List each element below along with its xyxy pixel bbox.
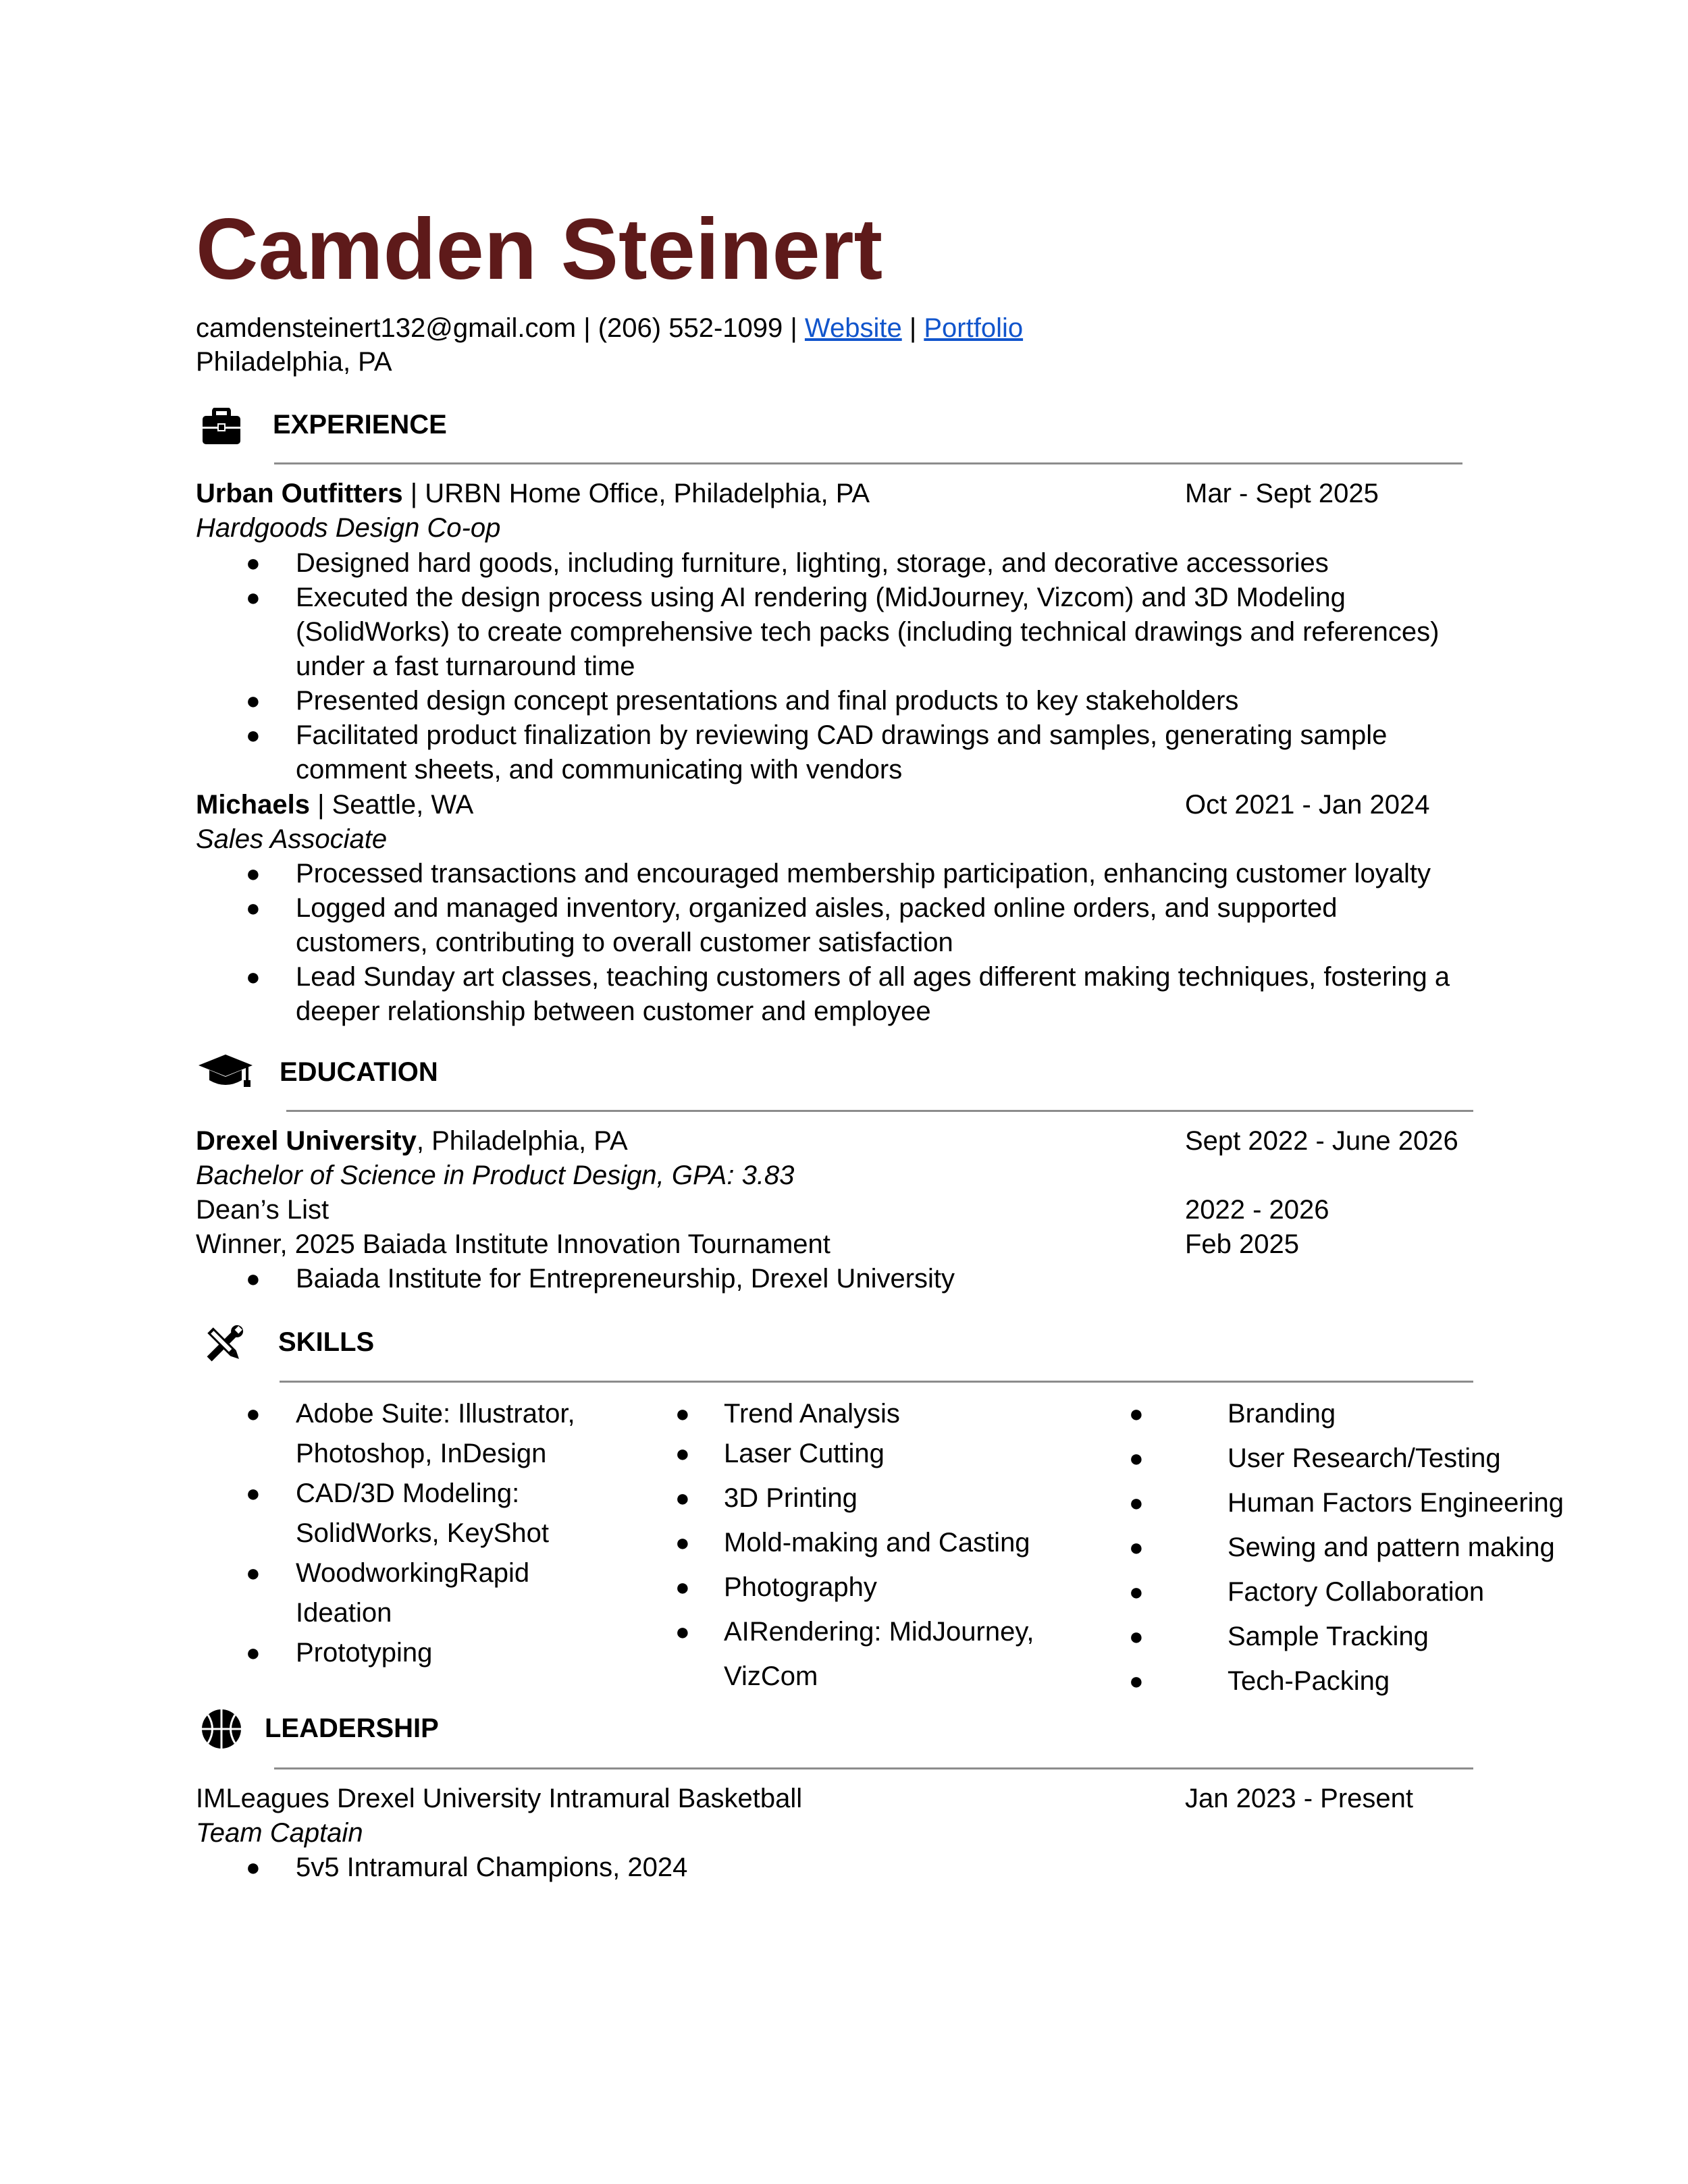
skill-item: Sample Tracking — [1228, 1622, 1429, 1651]
honor-bullet: Baiada Institute for Entrepreneurship, Drexel University — [296, 1264, 955, 1294]
website-link[interactable]: Website — [804, 313, 902, 343]
job-company-line — [196, 476, 870, 511]
section-heading-experience: EXPERIENCE — [273, 410, 447, 440]
skill-item: Mold-making and Casting — [724, 1528, 1030, 1557]
education-dates: Sept 2022 - June 2026 — [1185, 1126, 1458, 1156]
bullet-icon: ● — [675, 1618, 690, 1645]
job-dates: Oct 2021 - Jan 2024 — [1185, 790, 1430, 820]
email[interactable]: camdensteinert132@gmail.com — [196, 313, 577, 343]
bullet-icon: ● — [675, 1528, 690, 1556]
bullet-icon: ● — [246, 721, 261, 749]
skill-item: Sewing and pattern making — [1228, 1533, 1555, 1562]
bullet-icon: ● — [246, 1559, 261, 1587]
skill-item: CAD/3D Modeling: — [296, 1479, 520, 1508]
section-heading-leadership: LEADERSHIP — [265, 1713, 439, 1743]
degree-line — [196, 1158, 794, 1193]
school-line — [196, 1123, 628, 1158]
bullet-icon: ● — [1129, 1622, 1144, 1650]
job-bullet-continuation: comment sheets, and communicating with vendors — [296, 755, 903, 784]
section-heading-education: EDUCATION — [280, 1057, 438, 1087]
skill-item: Photography — [724, 1572, 877, 1602]
portfolio-link[interactable]: Portfolio — [924, 313, 1024, 343]
bullet-icon: ● — [246, 1400, 261, 1427]
bullet-icon: ● — [246, 963, 261, 990]
school-location: , Philadelphia, PA — [416, 1126, 628, 1156]
job-company-line — [196, 787, 473, 822]
separator: | — [583, 313, 591, 343]
honor-dates: Feb 2025 — [1185, 1229, 1300, 1259]
bullet-icon: ● — [246, 1264, 261, 1292]
basketball-icon — [201, 1708, 242, 1750]
section-divider — [286, 1110, 1473, 1112]
bullet-icon: ● — [246, 1479, 261, 1507]
skill-item: Tech-Packing — [1228, 1666, 1390, 1696]
section-divider — [280, 1381, 1473, 1383]
leadership-role: Team Captain — [196, 1818, 363, 1848]
bullet-icon: ● — [1129, 1489, 1144, 1516]
skill-item: Human Factors Engineering — [1228, 1488, 1564, 1518]
bullet-icon: ● — [675, 1439, 690, 1467]
skill-item: Factory Collaboration — [1228, 1577, 1485, 1607]
skill-item: Laser Cutting — [724, 1439, 885, 1468]
bullet-icon: ● — [246, 583, 261, 611]
section-divider — [274, 462, 1462, 464]
separator: | — [790, 313, 797, 343]
bullet-icon: ● — [246, 1853, 261, 1881]
job-bullet: Executed the design process using AI rendering (MidJourney, Vizcom) and 3D Modeling — [296, 583, 1346, 612]
honor-label: Winner, 2025 Baiada Institute Innovation Tournament — [196, 1229, 830, 1259]
job-dates: Mar - Sept 2025 — [1185, 479, 1379, 508]
separator: | — [909, 313, 917, 343]
job-bullet: Lead Sunday art classes, teaching customers of all ages different making techniques, fostering a — [296, 962, 1450, 992]
job-bullet: Logged and managed inventory, organized aisles, packed online orders, and supported — [296, 893, 1338, 923]
briefcase-icon — [201, 408, 242, 446]
bullet-icon: ● — [246, 1639, 261, 1666]
skill-item: AIRendering: MidJourney, — [724, 1617, 1034, 1647]
job-bullet-continuation: customers, contributing to overall customer satisfaction — [296, 928, 953, 957]
job-company: Urban Outfitters — [196, 479, 403, 508]
skill-item: Trend Analysis — [724, 1399, 900, 1429]
graduation-cap-icon — [197, 1053, 254, 1091]
bullet-icon: ● — [675, 1400, 690, 1427]
job-title: Hardgoods Design Co-op — [196, 513, 501, 543]
skill-item: Adobe Suite: Illustrator, — [296, 1399, 575, 1429]
job-bullet-continuation: (SolidWorks) to create comprehensive tech packs (including technical drawings and references) — [296, 617, 1440, 647]
job-bullet: Facilitated product finalization by reviewing CAD drawings and samples, generating sample — [296, 720, 1388, 750]
job-company: Michaels — [196, 790, 310, 820]
bullet-icon: ● — [1129, 1533, 1144, 1561]
bullet-icon: ● — [675, 1573, 690, 1601]
bullet-icon: ● — [246, 549, 261, 577]
skill-item: Prototyping — [296, 1638, 433, 1668]
job-location: | Seattle, WA — [309, 790, 474, 820]
bullet-icon: ● — [675, 1484, 690, 1512]
skill-item-continuation: VizCom — [724, 1661, 818, 1691]
tools-icon — [200, 1322, 248, 1366]
job-location: | URBN Home Office, Philadelphia, PA — [402, 479, 870, 508]
skill-item-continuation: SolidWorks, KeyShot — [296, 1518, 549, 1548]
job-bullet: Processed transactions and encouraged membership participation, enhancing customer loyalty — [296, 859, 1431, 888]
skill-item-continuation: Ideation — [296, 1598, 392, 1628]
skill-item-continuation: Photoshop, InDesign — [296, 1439, 547, 1468]
leadership-org: IMLeagues Drexel University Intramural Basketball — [196, 1784, 803, 1813]
leadership-bullet: 5v5 Intramural Champions, 2024 — [296, 1853, 688, 1882]
location: Philadelphia, PA — [196, 347, 392, 377]
gpa: , GPA: 3.83 — [656, 1161, 795, 1190]
bullet-icon: ● — [1129, 1400, 1144, 1427]
candidate-name: Camden Steinert — [196, 201, 883, 298]
skill-item: Branding — [1228, 1399, 1336, 1429]
section-divider — [274, 1767, 1473, 1769]
degree: Bachelor of Science in Product Design — [196, 1161, 657, 1190]
honor-dates: 2022 - 2026 — [1185, 1195, 1329, 1225]
job-bullet: Presented design concept presentations and final products to key stakeholders — [296, 686, 1239, 716]
skill-item: User Research/Testing — [1228, 1443, 1501, 1473]
skill-item: WoodworkingRapid — [296, 1558, 530, 1588]
bullet-icon: ● — [246, 859, 261, 887]
bullet-icon: ● — [1129, 1444, 1144, 1472]
leadership-dates: Jan 2023 - Present — [1185, 1784, 1413, 1813]
honor-label: Dean’s List — [196, 1195, 329, 1225]
contact-line — [196, 311, 1023, 346]
bullet-icon: ● — [1129, 1578, 1144, 1605]
section-heading-skills: SKILLS — [278, 1327, 375, 1357]
job-title: Sales Associate — [196, 824, 388, 854]
bullet-icon: ● — [1129, 1667, 1144, 1695]
job-bullet-continuation: under a fast turnaround time — [296, 651, 635, 681]
job-bullet: Designed hard goods, including furniture, lighting, storage, and decorative accessories — [296, 548, 1329, 578]
job-bullet-continuation: deeper relationship between customer and employee — [296, 996, 931, 1026]
bullet-icon: ● — [246, 894, 261, 922]
skill-item: 3D Printing — [724, 1483, 858, 1513]
phone: (206) 552-1099 — [598, 313, 783, 343]
bullet-icon: ● — [246, 687, 261, 714]
school-name: Drexel University — [196, 1126, 417, 1156]
